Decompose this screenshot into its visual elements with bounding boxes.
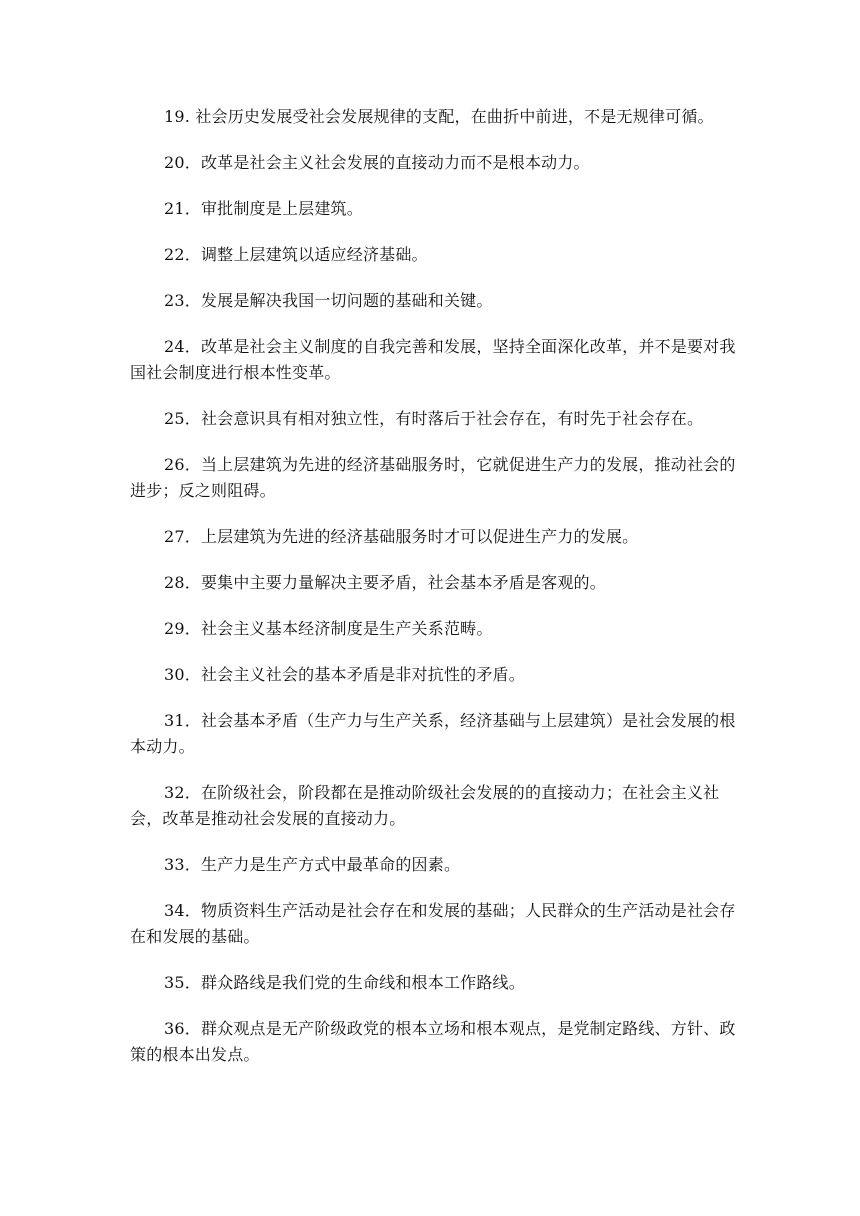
statement-32: 32．在阶级社会，阶段都在是推动阶级社会发展的的直接动力；在社会主义社会，改革是推动社会发展的直接动力。 <box>130 783 720 828</box>
statement-21: 21．审批制度是上层建筑。 <box>164 199 363 218</box>
statement-26: 26．当上层建筑为先进的经济基础服务时，它就促进生产力的发展，推动社会的进步；反之则阻碍。 <box>130 455 736 500</box>
statement-25: 25．社会意识具有相对独立性，有时落后于社会存在，有时先于社会存在。 <box>164 409 704 428</box>
statement-34: 34．物质资料生产活动是社会存在和发展的基础；人民群众的生产活动是社会存在和发展的基础。 <box>130 901 736 946</box>
statement-list <box>130 104 736 1068</box>
statement-31: 31．社会基本矛盾（生产力与生产关系，经济基础与上层建筑）是社会发展的根本动力。 <box>130 711 736 756</box>
statement-30: 30．社会主义社会的基本矛盾是非对抗性的矛盾。 <box>164 665 525 684</box>
statement-19: 19. 社会历史发展受社会发展规律的支配，在曲折中前进，不是无规律可循。 <box>164 107 714 126</box>
statement-28: 28．要集中主要力量解决主要矛盾，社会基本矛盾是客观的。 <box>164 573 606 592</box>
statement-23: 23．发展是解决我国一切问题的基础和关键。 <box>164 291 493 310</box>
statement-20: 20．改革是社会主义社会发展的直接动力而不是根本动力。 <box>164 153 590 172</box>
statement-33: 33．生产力是生产方式中最革命的因素。 <box>164 855 461 874</box>
statement-24: 24．改革是社会主义制度的自我完善和发展，坚持全面深化改革，并不是要对我国社会制度进行根本性变革。 <box>130 337 736 382</box>
statement-22: 22．调整上层建筑以适应经济基础。 <box>164 245 428 264</box>
statement-29: 29．社会主义基本经济制度是生产关系范畴。 <box>164 619 493 638</box>
statement-27: 27．上层建筑为先进的经济基础服务时才可以促进生产力的发展。 <box>164 527 639 546</box>
statement-35: 35．群众路线是我们党的生命线和根本工作路线。 <box>164 973 525 992</box>
statement-36: 36．群众观点是无产阶级政党的根本立场和根本观点，是党制定路线、方针、政策的根本出发点。 <box>130 1019 736 1064</box>
